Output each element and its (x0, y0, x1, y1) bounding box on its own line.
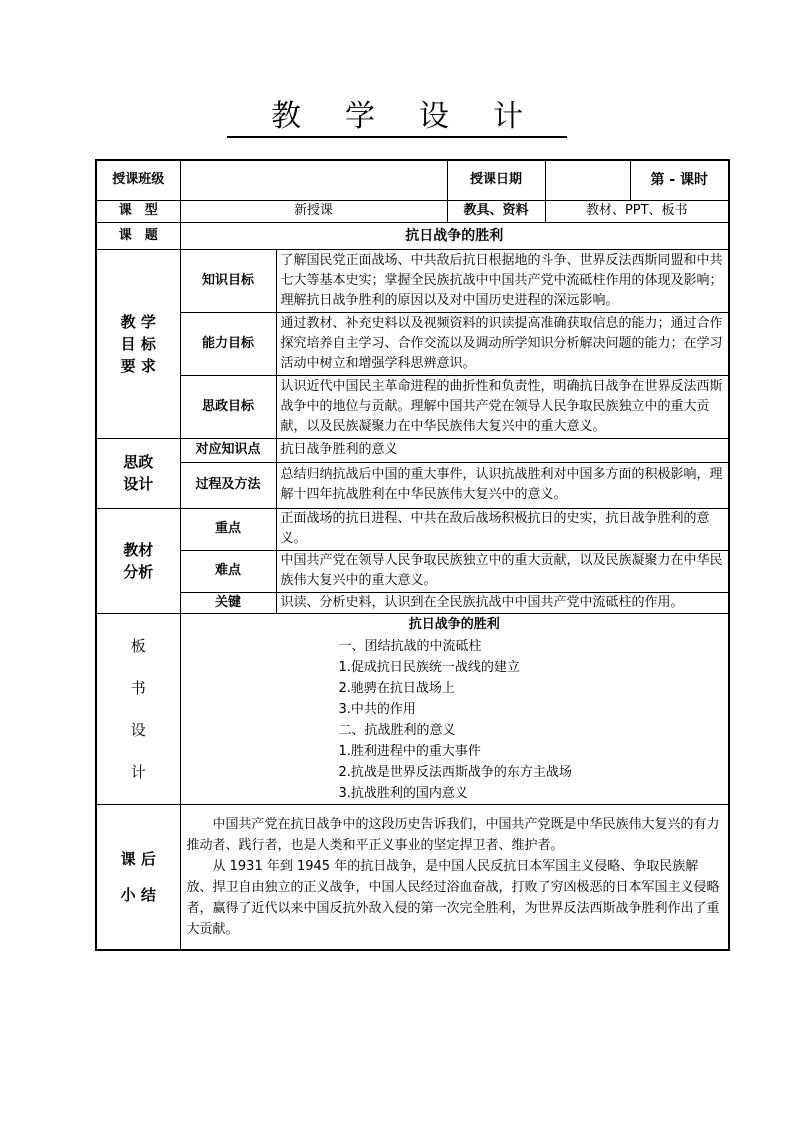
analysis-row-difficult (96, 550, 729, 592)
analysis-item-name: 难点 (180, 550, 276, 592)
board-line: 2.抗战是世界反法西斯战争的东方主战场 (338, 764, 572, 780)
class-value (180, 160, 447, 200)
summary-row (96, 804, 729, 950)
board-line: 1.促成抗日民族统一战线的建立 (338, 659, 520, 675)
tools-value: 教材、PPT、板书 (545, 200, 729, 222)
goal-name: 思政目标 (180, 375, 276, 438)
board-heading: 抗日战争的胜利 (408, 616, 500, 632)
goal-name: 能力目标 (180, 312, 276, 375)
board-line: 1.胜利进程中的重大事件 (338, 743, 481, 759)
analysis-item-text: 识读、分析史料，认识到在全民族抗战中中国共产党中流砥柱的作用。 (276, 592, 729, 613)
analysis-item-text: 正面战场的抗日进程、中共在敌后战场积极抗日的史实，抗日战争胜利的意义。 (276, 508, 729, 550)
goal-row-ideology (96, 375, 729, 438)
goal-row-knowledge (96, 249, 729, 312)
analysis-row-critical (96, 592, 729, 613)
board-line: 2.驰骋在抗日战场上 (338, 680, 455, 696)
summary-content (180, 804, 729, 950)
date-value (545, 160, 630, 200)
summary-paragraph: 从 1931 年到 1945 年的抗日战争，是中国人民反抗日本军国主义侵略、争取民族解放、捍卫自由独立的正义战争，中国人民经过浴血奋战，打败了穷凶极恶的日本军国主义侵略者，赢得了近代以来中国反抗外敌入侵的第一次完全胜利，为世界反法西斯战争胜利作出了重大贡献。 (186, 858, 720, 937)
ideology-item-name: 对应知识点 (180, 438, 276, 462)
ideology-item-text: 抗日战争胜利的意义 (276, 438, 729, 462)
topic-value: 抗日战争的胜利 (180, 222, 729, 249)
board-line: 3.中共的作用 (338, 701, 416, 717)
class-label: 授课班级 (96, 160, 180, 200)
goal-text: 通过教材、补充史料以及视频资料的识读提高准确获取信息的能力；通过合作探究培养自主学习、合作交流以及调动所学知识分析解决问题的能力；在学习活动中树立和增强学科思辨意识。 (276, 312, 729, 375)
analysis-row-key (96, 508, 729, 550)
board-content (180, 613, 729, 804)
analysis-item-name: 关键 (180, 592, 276, 613)
topic-label: 课 题 (96, 222, 180, 249)
board-label: 板 书 设 计 (96, 613, 180, 804)
ideology-label: 思政 设计 (96, 438, 180, 508)
board-row (96, 613, 729, 804)
goal-text: 认识近代中国民主革命进程的曲折性和负责性，明确抗日战争在世界反法西斯战争中的地位与贡献。理解中国共产党在领导人民争取民族独立中的重大贡献，以及民族凝聚力在中华民族伟大复兴中的重大意义。 (276, 375, 729, 438)
summary-paragraph: 中国共产党在抗日战争中的这段历史告诉我们，中国共产党既是中华民族伟大复兴的有力推动者、践行者，也是人类和平正义事业的坚定捍卫者、维护者。 (186, 816, 720, 853)
goal-name: 知识目标 (180, 249, 276, 312)
analysis-label: 教材 分析 (96, 508, 180, 613)
row-type (96, 200, 729, 222)
board-line: 二、抗战胜利的意义 (338, 722, 456, 738)
goal-row-ability (96, 312, 729, 375)
date-label: 授课日期 (447, 160, 545, 200)
ideology-item-text: 总结归纳抗战后中国的重大事件，认识抗战胜利对中国多方面的积极影响，理解十四年抗战胜利在中华民族伟大复兴中的意义。 (276, 462, 729, 508)
lesson-plan-table (95, 159, 730, 951)
goal-text: 了解国民党正面战场、中共敌后抗日根据地的斗争、世界反法西斯同盟和中共七大等基本史实；掌握全民族抗战中中国共产党中流砥柱作用的体现及影响；理解抗日战争胜利的原因以及对中国历史进程的深远影响。 (276, 249, 729, 312)
row-topic (96, 222, 729, 249)
analysis-item-name: 重点 (180, 508, 276, 550)
summary-label: 课 后 小 结 (96, 804, 180, 950)
row-class-info (96, 160, 729, 200)
ideology-item-name: 过程及方法 (180, 462, 276, 508)
type-value: 新授课 (180, 200, 447, 222)
type-label: 课 型 (96, 200, 180, 222)
ideology-row-method (96, 462, 729, 508)
goals-label: 教 学 目 标 要 求 (96, 249, 180, 438)
analysis-item-text: 中国共产党在领导人民争取民族独立中的重大贡献，以及民族凝聚力在中华民族伟大复兴中的重大意义。 (276, 550, 729, 592)
board-line: 3.抗战胜利的国内意义 (338, 785, 468, 801)
document-title: 教学设计 (0, 98, 794, 138)
ideology-row-point (96, 438, 729, 462)
board-line: 一、团结抗战的中流砥柱 (338, 638, 482, 654)
period-label: 第 - 课时 (630, 160, 729, 200)
tools-label: 教具、资料 (447, 200, 545, 222)
